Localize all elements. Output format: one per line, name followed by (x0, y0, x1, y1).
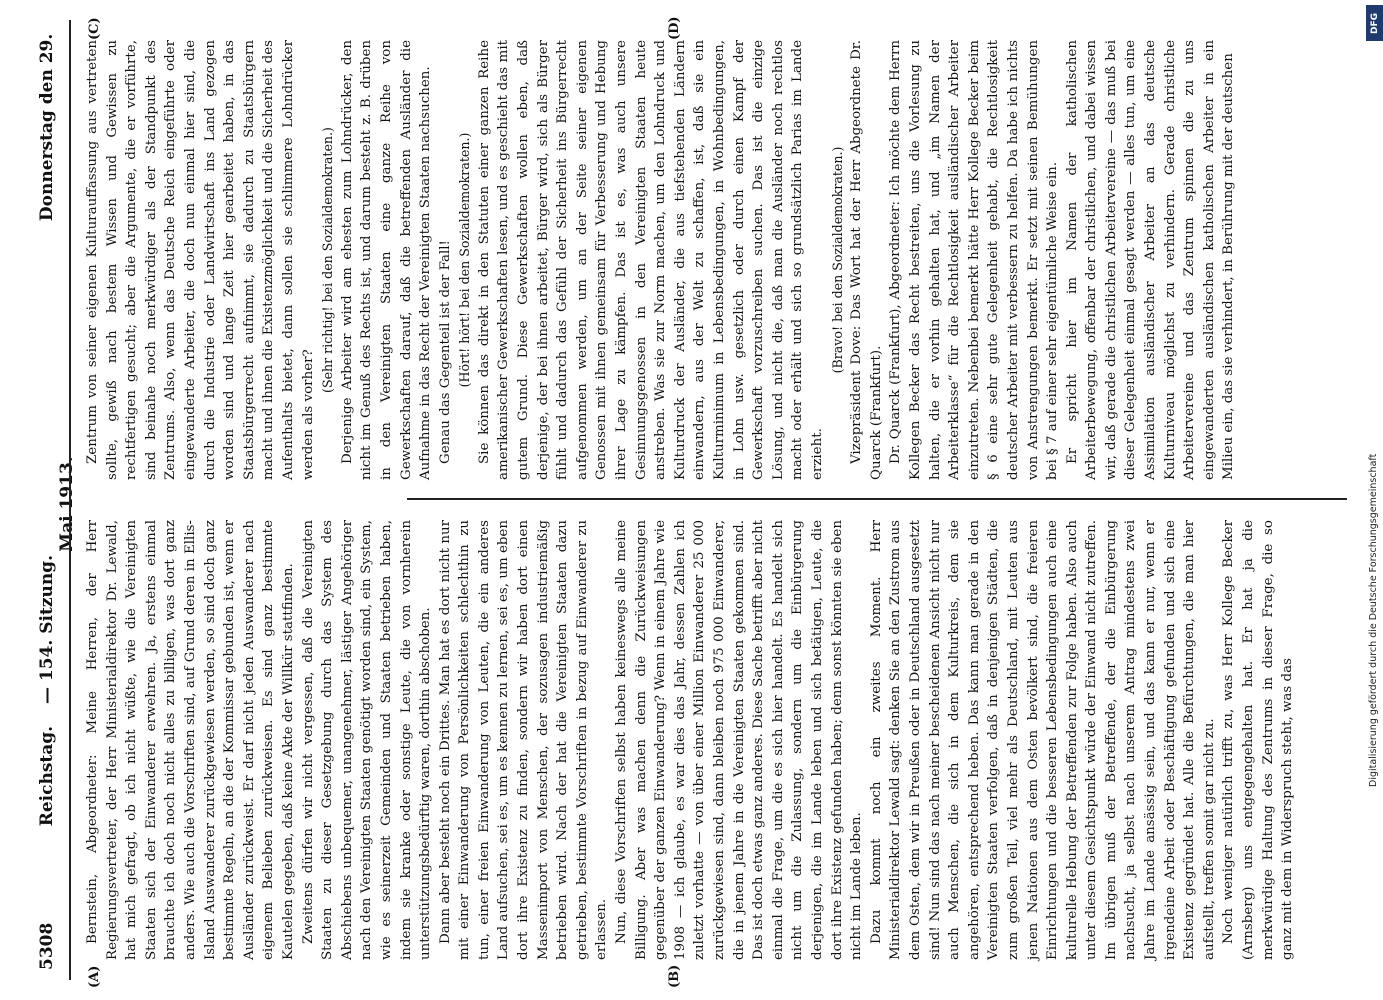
paragraph: Er spricht hier im Namen der katholischen Arbeiterbewegung, offenbar der christlichen, und dabei wissen wir, daß gerade die christlichen Arbeitervereine — das muß bei dieser Gelegenheit einmal gesagt werden — alles tun, um eine Assimilation ausländischer Arbeiter an das deutsche Kulturniveau möglichst zu verhindern. Gerade christliche Arbeitervereine und das Zentrum spinnen die zu uns eingewanderten ausländischen katholischen Arbeiter in ein Milieu ein, das sie verhindert, in Berührung mit der deutschen (1064, 40, 1236, 480)
paragraph: Dazu kommt noch ein zweites Moment. Herr Ministerialdirektor Lewald sagt: denken Sie an den Zustrom aus dem Osten, dem wir in Preußen oder in Deutschland ausgesetzt sind! Nun sind das nach meiner bescheidenen Ansicht nicht nur auch Menschen, die sich in dem Kulturkreis, dem sie angehören, entsprechend heben. Das kann man gerade in den Vereinigten Staaten verfolgen, daß in denjenigen Städten, die zum großen Teil, viel mehr als Deutschland, mit Leuten aus jenen Nationen aus dem Osten bevölkert sind, die freieren Einrichtungen und die besseren Lebensbedingungen auch eine kulturelle Hebung der Betreffenden zur Folge haben. Also auch unter diesem Gesichtspunkt würde der Einwand nicht zutreffen. Im übrigen muß der Betreffende, der die Einbürgerung nachsucht, ja selbst nach unserem Antrag mindestens zwei Jahre im Lande ansässig sein, und das kann er nur, wenn er irgendeine Arbeit oder Beschäftigung gefunden und sich eine Existenz gegründet hat. Alle die Befürchtungen, die man hier aufstellt, treffen somit gar nicht zu. (868, 520, 1217, 960)
header-title: Reichstag. (36, 725, 57, 827)
page-header (36, 30, 77, 970)
column-separator (407, 498, 1347, 500)
paragraph: Bernstein, Abgeordneter: Meine Herren, der Herr Regierungsvertreter, der Herr Ministerialdirektor Dr. Lewald, hat mich gefragt, ob ich nicht wüßte, wie die Vereinigten Staaten sich der Einwanderer erwehren. Ja, erstens einmal brauchte ich doch noch nicht alles zu billigen, was dort ganz anders. Wie auch die Vorschriften sind, auf Grund deren in Ellis-Island Auswanderer zurückgewiesen werden, so sind doch ganz bestimmte Regeln, an die der Kommissar gebunden ist, wenn er Ausländer zurückweist. Er darf nicht jeden Auswanderer nach eigenem Belieben zurückweisen. Es sind ganz bestimmte Kautelen gegeben, daß keine Akte der Willkür stattfinden. (84, 520, 296, 960)
paragraph: Zweitens dürfen wir nicht vergessen, daß die Vereinigten Staaten zu dieser Gesetzgebung durch das System des Abschiebens unbequemer, unangenehmer, lästiger Angehöriger nach den Vereinigten Staaten genötigt worden sind, ein System, wie es seinerzeit Gemeinden und Staaten betrieben haben, indem sie kranke oder sonstige Leute, die von vornherein unterstützungsbedürftig waren, dorthin abschoben. (300, 520, 433, 960)
digitization-sidebar (1366, 5, 1383, 995)
interjection: (Bravo! bei den Sozialdemokraten.) (829, 146, 845, 374)
funding-note: Digitalisierung gefördert durch die Deutsche Forschungsgemeinschaft (1368, 453, 1379, 787)
margin-marker-a: (A) (86, 965, 102, 988)
dfg-logo: DFG (1366, 5, 1383, 41)
paragraph: Derjenige Arbeiter wird am ehesten zum Lohndrücker, den nicht im Genuß des Rechts ist, und darum besteht z. B. drüben in den Vereinigten Staaten eine ganze Reihe von Gewerkschaften darauf, daß die betreffenden Ausländer die Aufnahme in das Recht der Vereinigten Staaten nachsuchen. (339, 40, 433, 480)
header-rule (69, 20, 71, 980)
paragraph: Genau das Gegenteil ist der Fall! (437, 240, 453, 464)
margin-marker-d: (D) (666, 16, 682, 40)
interjection: (Sehr richtig! bei den Sozialdemokraten.) (319, 127, 335, 393)
right-column (83, 40, 1239, 480)
paragraph: Nun, diese Vorschriften selbst haben keineswegs alle meine Billigung. Aber was machen denn die Zurückweisungen gegenüber der ganzen Einwanderung? Wenn in einem Jahre wie 1908 — ich glaube, es war dies das Jahr, dessen Zahlen ich zuletzt vorhatte — von über einer Million Einwanderer 25 000 zurückgewiesen sind, dann bleiben noch 975 000 Einwanderer, die in jenem Jahre in die Vereinigten Staaten gekommen sind. Das ist doch etwas ganz anderes. Diese Sache betrifft aber nicht einmal die Frage, um die es sich hier handelt. Es handelt sich nicht um die Zulassung, sondern um die Einbürgerung derjenigen, die im Lande leben und sich betätigen, Leute, die dort ihre Existenz gefunden haben; denn sonst könnten sie eben nicht im Lande leben. (613, 520, 864, 960)
margin-marker-b: (B) (666, 964, 682, 988)
paragraph: Vizepräsident Dove: Das Wort hat der Herr Abgeordnete Dr. Quarck (Frankfurt). (848, 40, 884, 480)
interjection: (Hört! hört! bei den Sozialdemokraten.) (456, 132, 472, 388)
header-session: — 154. Sitzung. (36, 555, 57, 705)
margin-marker-c: (C) (86, 17, 102, 40)
rotated-document-page (27, 16, 1357, 988)
paragraph: Noch weniger natürlich trifft zu, was Herr Kollege Becker (Arnsberg) uns entgegengehalten hat. Er hat ja die merkwürdige Haltung des Zentrums in dieser Frage, die so ganz mit dem in Widerspruch steht, was das (1220, 520, 1295, 960)
paragraph: Zentrum von seiner eigenen Kulturauffassung aus vertreten sollte, gewiß nach bestem Wissen und Gewissen zu rechtfertigen gesucht; aber die Argumente, die er vorführte, sind beinahe noch merkwürdiger als der Standpunkt des Zentrums. Also, wenn das Deutsche Reich eingeführte oder eingewanderte Arbeiter, die doch nun einmal hier sind, die durch die Industrie oder Landwirtschaft ins Land gezogen worden sind und lange Zeit hier gearbeitet haben, in das Staatsbürgerrecht aufnimmt, sie dadurch zu Staatsbürgern macht und ihnen die Existenzmöglichkeit und die Sicherheit des Aufenthalts bietet, dann sollen sie schlimmere Lohndrücker werden als vorher? (84, 40, 316, 480)
paragraph: Dr. Quarck (Frankfurt), Abgeordneter: Ich möchte dem Herrn Kollegen Becker das Recht bestreiten, uns die Vorlesung zu halten, die er vorhin gehalten hat, und „im Namen der Arbeiterklasse“ für die Rechtlosigkeit ausländischer Arbeiter einzutreten. Nebenbei bemerkt hätte Herr Kollege Becker beim § 6 eine sehr gute Gelegenheit gehabt, die Rechtlosigkeit deutscher Arbeiter mit verbessern zu helfen. Da habe ich nichts von Anstrengungen bemerkt. Er setzt mit seinen Bemühungen bei § 7 auf einer sehr eigentümliche Weise ein. (887, 40, 1060, 480)
left-column (83, 520, 1298, 960)
paragraph: Dann aber besteht noch ein Drittes. Man hat es dort nicht nur mit einer Einwanderung von Persönlichkeiten schlechthin zu tun, einer freien Einwanderung von Leuten, die ein anderes Land aufsuchen, sei es, um es kennen zu lernen, sei es, um eben dort ihre Existenz zu finden, sondern wir haben dort einen Massenimport von Menschen, der sozusagen industriemäßig betrieben wird. Nach der hat die Vereinigten Staaten dazu getrieben, bestimmte Vorschriften in bezug auf Einwanderer zu erlassen. (437, 520, 609, 960)
paragraph: Sie können das direkt in den Statuten einer ganzen Reihe amerikanischer Gewerkschaften lesen, und es geschieht das mit gutem Grund. Diese Gewerkschaften wollen eben, daß derjenige, der bei ihnen arbeitet, Bürger wird, sich als Bürger fühlt und dadurch das Gefühl der Sicherheit ins Bürgerrecht aufgenommen werden, um an der Seite seiner eigenen Genossen mit ihnen gemeinsam für Verbesserung und Hebung ihrer Lage zu kämpfen. Das ist es, was auch unsere Gesinnungsgenossen in den Vereinigten Staaten heute anstreben. Was sie zur Norm machen, um den Lohndruck und Kulturdruck der Ausländer, die aus tiefstehenden Ländern einwandern, aus der Welt zu schaffen, ist, daß sie ein Kulturminimum in Lebensbedingungen, in Wohnbedingungen, in Lohn usw. gesetzlich oder durch einen Kampf der Gewerkschaft vorzuschreiben suchen. Das ist die einzige Lösung, und nicht die, daß man die Ausländer noch rechtlos macht oder erhält und sich so grundsätzlich Parias im Lande erzieht. (476, 40, 825, 480)
page-number: 5308 (36, 922, 57, 970)
header-date: Donnerstag den 29. Mai 1913. (36, 33, 77, 552)
